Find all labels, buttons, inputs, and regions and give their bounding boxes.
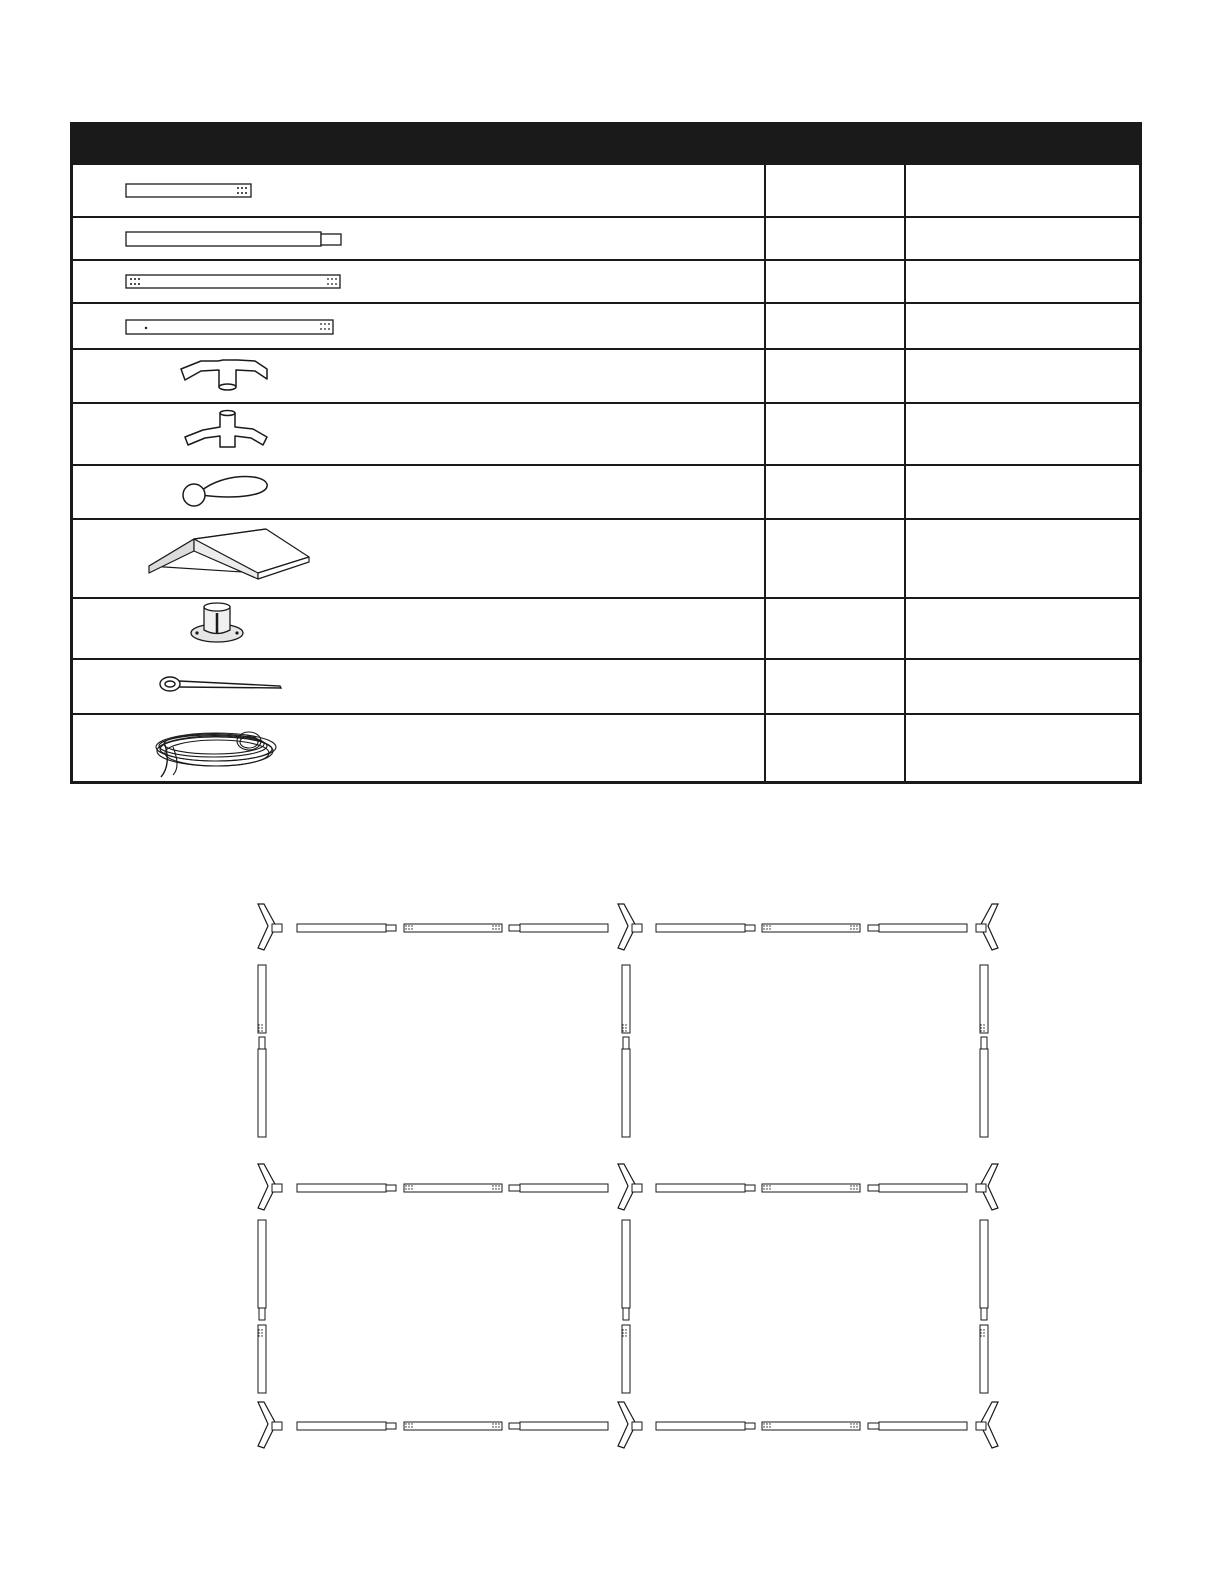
frame-vpole-swage [981, 1308, 987, 1320]
frame-vpole [980, 1220, 988, 1308]
frame-hpole-swage [509, 925, 520, 931]
frame-hpole [656, 924, 745, 932]
center-fitting-icon [185, 411, 267, 448]
frame-hpole [879, 924, 967, 932]
corner-fitting-icon [181, 360, 267, 390]
ball-bungee-icon [183, 476, 267, 506]
frame-hpole [297, 1422, 386, 1430]
frame-vpole-swage [981, 1037, 987, 1049]
frame-vpole [258, 1049, 266, 1137]
frame-vpole [622, 1325, 630, 1393]
side-pole-icon [126, 320, 333, 334]
frame-vpole [980, 965, 988, 1033]
frame-hpole [879, 1422, 967, 1430]
frame-vpole-swage [623, 1308, 629, 1320]
frame-hpole-swage [386, 1185, 396, 1191]
frame-hpole-swage [509, 1423, 520, 1429]
frame-hpole [404, 924, 502, 932]
frame-hpole-swage [386, 1423, 396, 1429]
frame-hpole [520, 1422, 608, 1430]
swaged-pole-icon [126, 232, 341, 246]
frame-vpole-swage [259, 1308, 265, 1320]
parts-table [70, 122, 1142, 784]
parts-table-grid [73, 125, 1139, 781]
frame-hpole [656, 1184, 745, 1192]
frame-hpole-swage [868, 925, 879, 931]
frame-hpole [762, 924, 860, 932]
frame-hpole [404, 1184, 502, 1192]
frame-vpole [622, 1220, 630, 1308]
stake-icon [160, 677, 281, 691]
frame-hpole [297, 924, 386, 932]
frame-hpole-swage [745, 1185, 755, 1191]
frame-hpole-swage [386, 925, 396, 931]
frame-hpole [879, 1184, 967, 1192]
frame-hpole-swage [868, 1185, 879, 1191]
frame-hpole [762, 1184, 860, 1192]
frame-hpole [656, 1422, 745, 1430]
frame-vpole-swage [259, 1037, 265, 1049]
frame-hpole-swage [745, 1423, 755, 1429]
frame-hpole [297, 1184, 386, 1192]
long-pole-icon [126, 275, 340, 288]
frame-hpole-swage [509, 1185, 520, 1191]
frame-hpole [520, 1184, 608, 1192]
frame-hpole [520, 924, 608, 932]
frame-vpole [258, 1220, 266, 1308]
frame-vpole [980, 1325, 988, 1393]
frame-vpole [258, 1325, 266, 1393]
foot-plate-icon [191, 603, 243, 642]
rope-coil-icon [156, 732, 276, 777]
frame-assembly-diagram [240, 890, 1020, 1470]
frame-vpole-swage [623, 1037, 629, 1049]
frame-vpole [622, 1049, 630, 1137]
frame-vpole [622, 965, 630, 1033]
short-pole-icon [126, 184, 251, 197]
frame-hpole-swage [868, 1423, 879, 1429]
frame-hpole [404, 1422, 502, 1430]
frame-vpole [980, 1049, 988, 1137]
frame-hpole-swage [745, 925, 755, 931]
frame-hpole [762, 1422, 860, 1430]
frame-vpole [258, 965, 266, 1033]
canopy-cover-icon [149, 529, 309, 579]
